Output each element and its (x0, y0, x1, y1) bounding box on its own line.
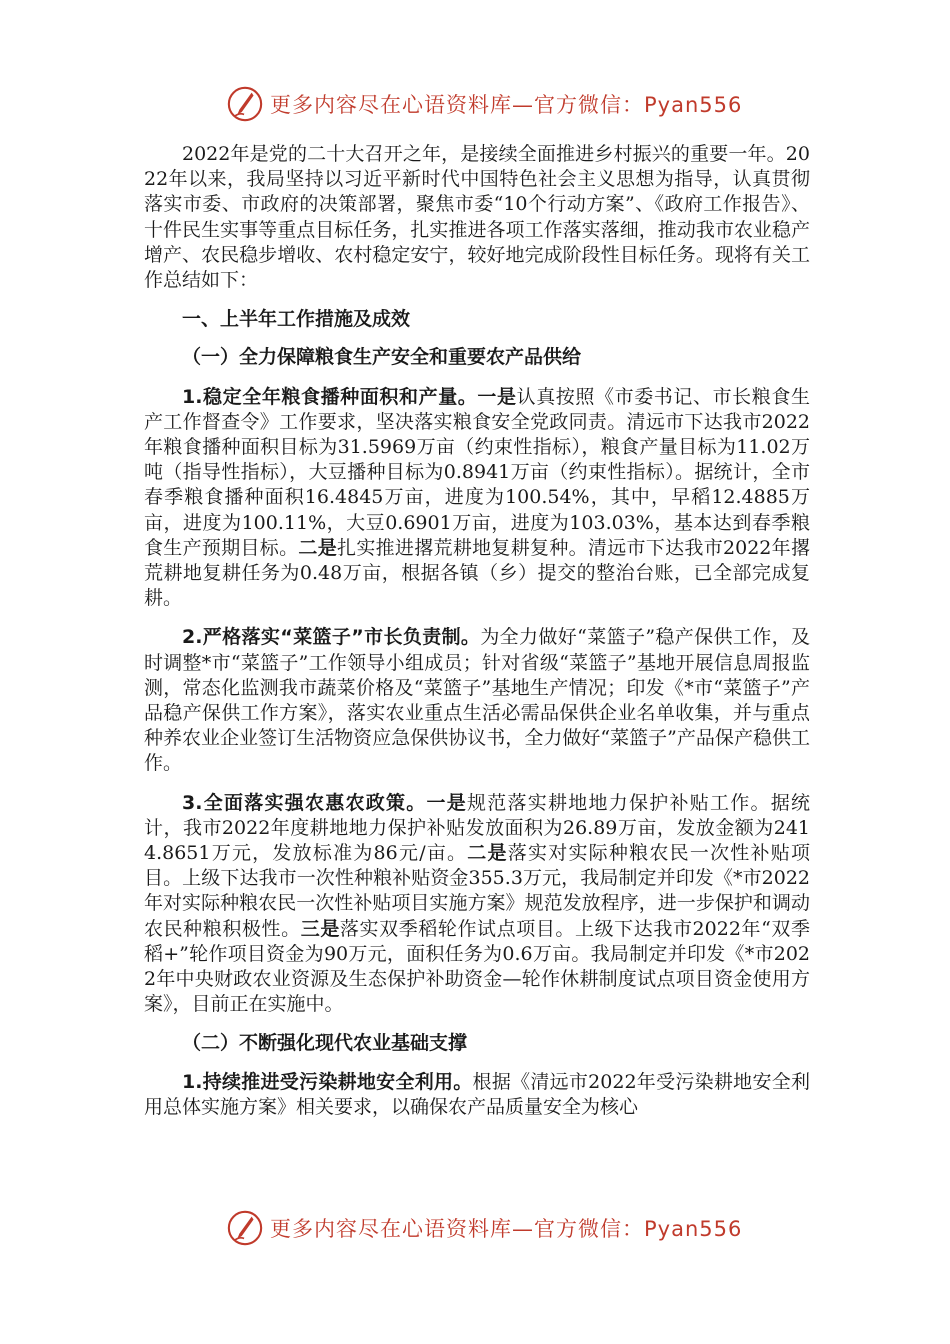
item-lead: 一是 (477, 385, 517, 408)
paragraph-vegetable-basket (144, 625, 810, 776)
item-lead: 一是 (426, 791, 467, 814)
item-text: 扎实推进撂荒耕地复耕复种。清远市下达我市2022年撂荒耕地复耕任务为0.48万亩，根据各镇（乡）提交的整治台账，已全部完成复耕。 (144, 536, 810, 610)
item-lead: 三是 (300, 917, 340, 940)
watermark-footer (226, 1208, 742, 1248)
item-text: 落实对实际种粮农民一次性补贴项目。上级下达我市一次性种粮补贴资金355.3万元，我局制定并印发《*市2022年对实际种粮农民一次性补贴项目实施方案》规范发放程序，进一步保护和调动农民种粮积极性。 (144, 842, 810, 940)
paragraph-farm-policies (144, 791, 810, 1018)
item-text: 规范落实耕地地力保护补贴工作。据统计，我市2022年度耕地地力保护补贴发放面积为26.89万亩，发放金额为2414.8651万元，发放标准为86元/亩。 (144, 791, 810, 865)
item-title: 3.全面落实强农惠农政策。 (182, 791, 427, 814)
item-title: 1.稳定全年粮食播种面积和产量。 (182, 385, 478, 408)
watermark-text: 更多内容尽在心语资料库—官方微信：Pyan556 (270, 1217, 743, 1241)
quill-pen-logo-icon (226, 1209, 264, 1247)
document-body (144, 142, 810, 1120)
quill-pen-logo-icon (226, 85, 264, 123)
paragraph-polluted-land (144, 1070, 810, 1120)
item-title: 1.持续推进受污染耕地安全利用。 (182, 1070, 473, 1093)
item-text: 认真按照《市委书记、市长粮食生产工作督查令》工作要求，坚决落实粮食安全党政同责。清远市下达我市2022年粮食播种面积目标为31.5969万亩（约束性指标），粮食产量目标为11.02万吨（指导性指标），大豆播种目标为0.8941万亩（约束性指标）。据统计，全市春季粮食播种面积16.4845万亩，进度为100.54%，其中，早稻12.4885万亩，进度为100.11%，大豆0.6901万亩，进度为103.03%，基本达到春季粮食生产预期目标。 (144, 385, 810, 559)
paragraph-grain-area (144, 385, 810, 612)
item-lead: 二是 (467, 842, 508, 865)
item-title: 2.严格落实“菜篮子”市长负责制。 (182, 626, 481, 649)
intro-paragraph: 2022年是党的二十大召开之年，是接续全面推进乡村振兴的重要一年。2022年以来，我局坚持以习近平新时代中国特色社会主义思想为指导，认真贯彻落实市委、市政府的决策部署，聚焦市委“10个行动方案”、《政府工作报告》、十件民生实事等重点目标任务，扎实推进各项工作落实落细，推动我市农业稳产增产、农民稳步增收、农村稳定安宁，较好地完成阶段性目标任务。现将有关工作总结如下： (144, 143, 810, 292)
item-text: 根据《清远市2022年受污染耕地安全利用总体实施方案》相关要求，以确保农产品质量安全为核心 (144, 1070, 810, 1118)
watermark-text: 更多内容尽在心语资料库—官方微信：Pyan556 (270, 93, 743, 117)
item-lead: 二是 (298, 536, 338, 559)
subsection-heading-1: （一）全力保障粮食生产安全和重要农产品供给 (182, 346, 582, 369)
watermark-header (226, 84, 742, 124)
section-heading-1: 一、上半年工作措施及成效 (182, 308, 411, 331)
item-text: 为全力做好“菜篮子”稳产保供工作，及时调整*市“菜篮子”工作领导小组成员；针对省级“菜篮子”基地开展信息周报监测，常态化监测我市蔬菜价格及“菜篮子”基地生产情况；印发《*市“菜篮子”产品稳产保供工作方案》，落实农业重点生活必需品保供企业名单收集，并与重点种养农业企业签订生活物资应急保供协议书，全力做好“菜篮子”产品保产稳供工作。 (144, 626, 810, 775)
item-text: 落实双季稻轮作试点项目。上级下达我市2022年“双季稻+”轮作项目资金为90万元，面积任务为0.6万亩。我局制定并印发《*市2022年中央财政农业资源及生态保护补助资金—轮作休耕制度试点项目资金使用方案》，目前正在实施中。 (144, 917, 810, 1016)
subsection-heading-2: （二）不断强化现代农业基础支撑 (182, 1031, 468, 1054)
